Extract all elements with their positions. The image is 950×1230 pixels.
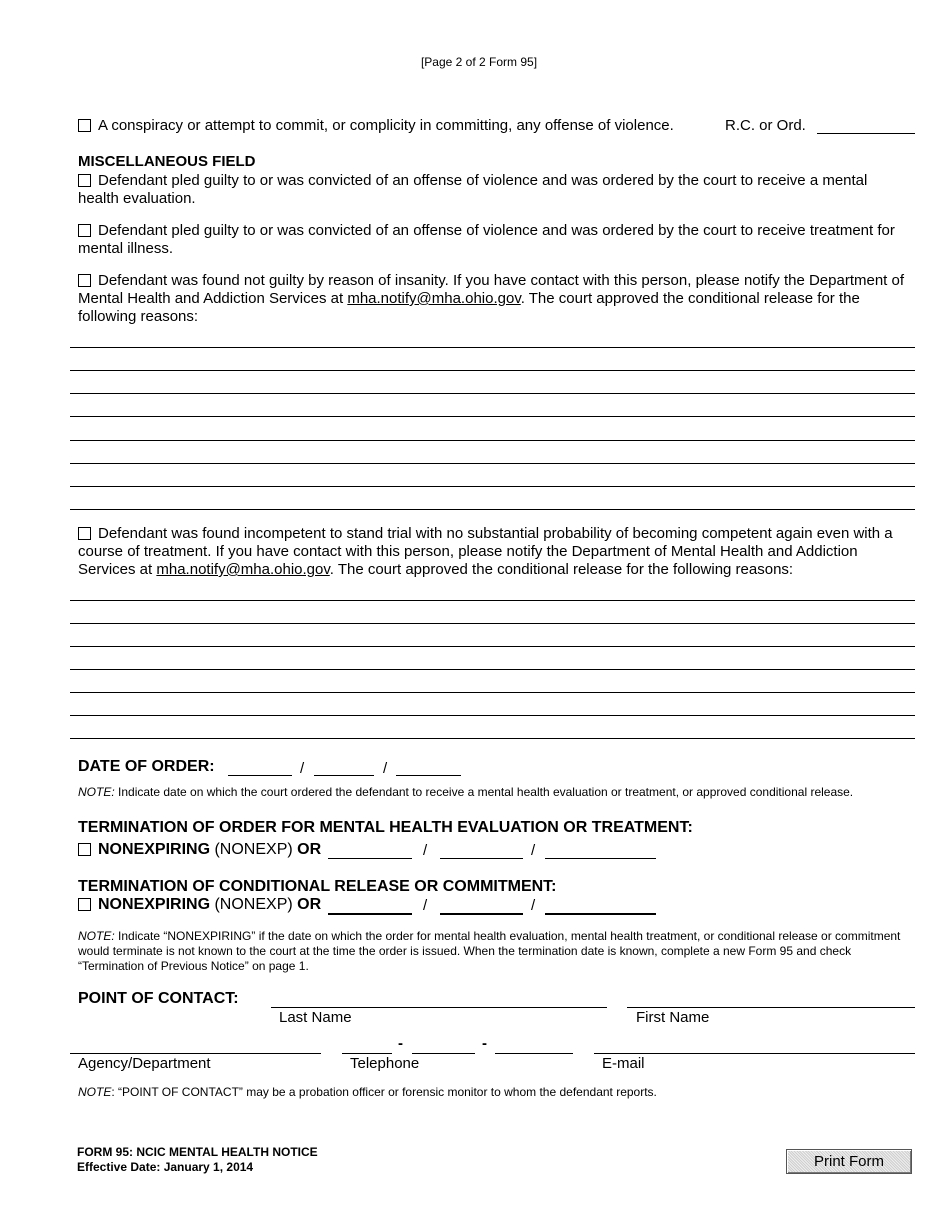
effective-date: Effective Date: January 1, 2014 (77, 1160, 254, 1174)
incompetent-reason-line[interactable] (70, 646, 915, 647)
eval-term-day-field[interactable] (440, 858, 523, 859)
insanity-text-after: . The court approved the conditional release for the following reasons: (78, 290, 860, 325)
conspiracy-text: A conspiracy or attempt to commit, or complicity in committing, any offense of violence. (98, 117, 674, 134)
termination-release-heading: TERMINATION OF CONDITIONAL RELEASE OR COMMITMENT: (78, 878, 557, 895)
note-text: Indicate “NONEXPIRING” if the date on which the order for mental health evaluation, mental health treatment, or conditional release or commitment would terminate is not known to the court at the time the order is issued. When the termination date is known, complete a new Form 95 and check “Termination of Previous Notice” on page 1. (78, 929, 901, 973)
misc-item-insanity (78, 272, 908, 326)
print-form-button[interactable]: Print Form (786, 1149, 912, 1174)
treatment-text: Defendant pled guilty to or was convicted of an offense of violence and was ordered by the court to receive treatment for mental illness. (78, 222, 895, 257)
incompetent-checkbox[interactable] (78, 527, 91, 540)
insanity-email-link[interactable]: mha.notify@mha.ohio.gov (347, 290, 521, 307)
termination-release-row (78, 896, 321, 914)
misc-heading: MISCELLANEOUS FIELD (78, 153, 256, 170)
date-separator: / (423, 897, 428, 914)
date-separator: / (423, 842, 428, 859)
date-separator: / (531, 897, 536, 914)
evaluation-checkbox[interactable] (78, 174, 91, 187)
first-name-label: First Name (636, 1009, 710, 1026)
order-year-field[interactable] (396, 775, 461, 776)
insanity-reason-line[interactable] (70, 463, 915, 464)
order-day-field[interactable] (314, 775, 374, 776)
termination-eval-row (78, 841, 321, 859)
insanity-checkbox[interactable] (78, 274, 91, 287)
date-separator: / (300, 760, 305, 777)
misc-item-evaluation (78, 172, 908, 208)
phone-dash: - (482, 1035, 487, 1052)
evaluation-text: Defendant pled guilty to or was convicted of an offense of violence and was ordered by the court to receive a mental health evaluation. (78, 172, 868, 207)
agency-field[interactable] (70, 1053, 321, 1054)
or-label: OR (297, 896, 322, 913)
termination-eval-heading: TERMINATION OF ORDER FOR MENTAL HEALTH EVALUATION OR TREATMENT: (78, 819, 693, 836)
insanity-reason-line[interactable] (70, 486, 915, 487)
phone-line-field[interactable] (495, 1053, 573, 1054)
agency-label: Agency/Department (78, 1055, 211, 1072)
note-prefix: NOTE: (78, 929, 115, 943)
misc-item-incompetent (78, 525, 913, 579)
release-nonexpiring-checkbox[interactable] (78, 898, 91, 911)
phone-dash: - (398, 1035, 403, 1052)
nonexpiring-label: NONEXPIRING (98, 896, 211, 913)
or-label: OR (297, 841, 322, 858)
incompetent-reason-line[interactable] (70, 669, 915, 670)
note-prefix: NOTE: (78, 785, 115, 799)
note-prefix: NOTE (78, 1085, 112, 1099)
insanity-reason-line[interactable] (70, 416, 915, 417)
insanity-reason-line[interactable] (70, 509, 915, 510)
insanity-reason-line[interactable] (70, 393, 915, 394)
eval-term-month-field[interactable] (328, 858, 412, 859)
incompetent-reason-line[interactable] (70, 623, 915, 624)
release-term-year-field[interactable] (545, 913, 656, 915)
incompetent-reason-line[interactable] (70, 738, 915, 739)
insanity-reason-line[interactable] (70, 440, 915, 441)
page-label: [Page 2 of 2 Form 95] (420, 55, 538, 69)
rc-field[interactable] (817, 133, 915, 134)
incompetent-email-link[interactable]: mha.notify@mha.ohio.gov (156, 561, 330, 578)
treatment-checkbox[interactable] (78, 224, 91, 237)
eval-term-year-field[interactable] (545, 858, 656, 859)
date-separator: / (531, 842, 536, 859)
insanity-reason-line[interactable] (70, 347, 915, 348)
release-term-day-field[interactable] (440, 913, 523, 915)
phone-prefix-field[interactable] (412, 1053, 475, 1054)
termination-note (78, 929, 908, 974)
incompetent-reason-line[interactable] (70, 692, 915, 693)
nonexp-label: (NONEXP) (210, 896, 298, 913)
phone-area-field[interactable] (342, 1053, 392, 1054)
conspiracy-checkbox[interactable] (78, 119, 91, 132)
insanity-text-before: Defendant was found not guilty by reason of insanity. If you have contact with this person, please notify the Department of Mental Health and Addiction Services at (78, 272, 905, 307)
last-name-label: Last Name (279, 1009, 352, 1026)
form-title: FORM 95: NCIC MENTAL HEALTH NOTICE (77, 1145, 318, 1159)
incompetent-reason-line[interactable] (70, 600, 915, 601)
last-name-field[interactable] (271, 1007, 607, 1008)
contact-note (78, 1085, 657, 1100)
note-text: : “POINT OF CONTACT” may be a probation officer or forensic monitor to whom the defendant reports. (111, 1085, 657, 1099)
nonexpiring-label: NONEXPIRING (98, 841, 211, 858)
date-of-order-note (78, 785, 853, 800)
rc-label: R.C. or Ord. (725, 117, 806, 134)
release-term-month-field[interactable] (328, 913, 412, 915)
incompetent-reason-line[interactable] (70, 715, 915, 716)
incompetent-text-after: . The court approved the conditional release for the following reasons: (329, 561, 794, 578)
note-text: Indicate date on which the court ordered the defendant to receive a mental health evaluation or treatment, or approved conditional release. (114, 785, 854, 799)
email-field[interactable] (594, 1053, 915, 1054)
email-label: E-mail (602, 1055, 645, 1072)
telephone-label: Telephone (350, 1055, 420, 1072)
point-of-contact-heading: POINT OF CONTACT: (78, 990, 239, 1007)
insanity-reason-line[interactable] (70, 370, 915, 371)
incompetent-text-before: Defendant was found incompetent to stand trial with no substantial probability of becoming competent again even with a course of treatment. If you have contact with this person, please notify the Department of Mental Health and Addiction Services at (78, 525, 893, 578)
nonexp-label: (NONEXP) (210, 841, 298, 858)
conspiracy-row (78, 117, 674, 135)
order-month-field[interactable] (228, 775, 292, 776)
eval-nonexpiring-checkbox[interactable] (78, 843, 91, 856)
date-of-order-label: DATE OF ORDER: (78, 758, 215, 775)
first-name-field[interactable] (627, 1007, 915, 1008)
misc-item-treatment (78, 222, 908, 258)
date-separator: / (383, 760, 388, 777)
